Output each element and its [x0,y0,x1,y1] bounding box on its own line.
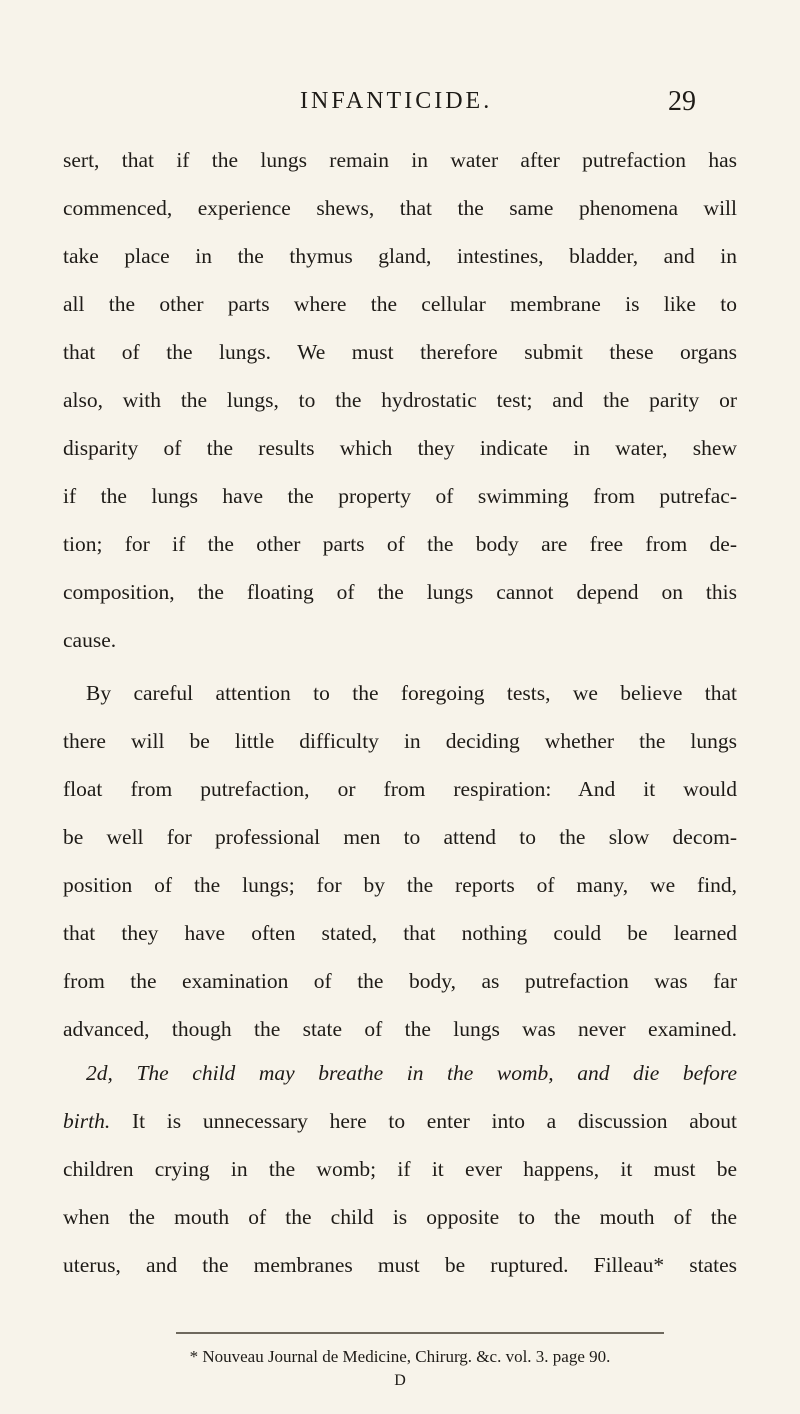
text-line: all the other parts where the cellular membrane is like to [63,292,737,316]
text-line: when the mouth of the child is opposite to the mouth of the [63,1205,737,1229]
text-run: It is unnecessary here to enter into a discussion about [131,1109,738,1133]
paragraph-2 [63,669,737,1053]
text-line: float from putrefaction, or from respiration: And it would [63,777,737,801]
text-line: commenced, experience shews, that the same phenomena will [63,196,737,220]
text-line: children crying in the womb; if it ever happens, it must be [63,1157,737,1181]
text-line: tion; for if the other parts of the body are free from de- [63,532,737,556]
text-line: uterus, and the membranes must be ruptured. Filleau* states [63,1253,737,1277]
section-heading-end: birth. [63,1109,111,1133]
running-head [0,88,800,128]
footnote-rule [176,1332,664,1334]
text-line [63,1097,737,1145]
text-line: composition, the floating of the lungs cannot depend on this [63,580,737,604]
text-line: from the examination of the body, as putrefaction was far [63,969,737,993]
text-line [63,1049,737,1097]
text-line: disparity of the results which they indicate in water, shew [63,436,737,460]
text-line: sert, that if the lungs remain in water after putrefaction has [63,148,737,172]
text-line: position of the lungs; for by the reports of many, we find, [63,873,737,897]
section-heading: The child may breathe in the womb, and die before [136,1061,738,1085]
text-line: advanced, though the state of the lungs was never examined. [63,1017,737,1041]
signature-mark: D [394,1372,406,1389]
text-line: there will be little difficulty in deciding whether the lungs [63,729,737,753]
page-number: 29 [668,86,696,117]
text-line: be well for professional men to attend to the slow decom- [63,825,737,849]
text-line: cause. [63,628,117,652]
footnote: * Nouveau Journal de Medicine, Chirurg. &c. vol. 3. page 90. [189,1347,611,1366]
text-line: take place in the thymus gland, intestines, bladder, and in [63,244,737,268]
text-line: also, with the lungs, to the hydrostatic test; and the parity or [63,388,737,412]
section-number: 2d, [86,1061,113,1085]
paragraph-3 [63,1049,737,1289]
text-line: if the lungs have the property of swimming from putrefac- [63,484,737,508]
paragraph-1 [63,136,737,664]
text-line: that they have often stated, that nothing could be learned [63,921,737,945]
text-line: By careful attention to the foregoing tests, we believe that [86,681,737,705]
text-line: that of the lungs. We must therefore submit these organs [63,340,737,364]
running-title: INFANTICIDE. [300,88,493,114]
